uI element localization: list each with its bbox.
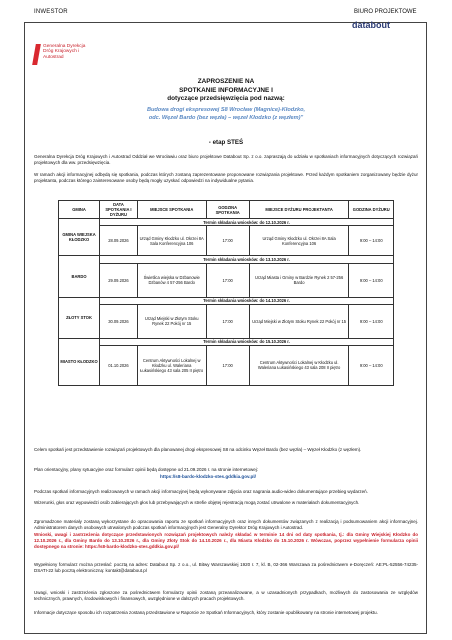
databout-logo-text: databout <box>352 20 390 30</box>
schedule-header-row <box>59 201 394 219</box>
table-row <box>59 219 394 226</box>
row-gmina: MIASTO KŁODZKO <box>59 338 100 385</box>
row-place: Urząd Miejski w Złotym Stoku Rynek 22 Pokój nr 15 <box>137 304 206 338</box>
row-place: Centrum Aktywności Lokalnej w Kłodzku ul. Walerianа Łukasińskiego 43 sala 205 II piętro <box>137 345 206 385</box>
row-duty-hour: 9:00 – 14:00 <box>349 263 394 297</box>
col-hour: GODZINA SPOTKANIA <box>206 201 249 219</box>
row-date: 29.09.2026 <box>100 263 138 297</box>
stage-label: - etap STEŚ <box>208 139 244 146</box>
intro-paragraph-2: W ramach akcji informacyjnej odbędą się spotkania, podczas których zostaną zaprezentowane proponowane rozwiązania projektowe. Przed każdym spotkaniem zorganizowany będzie dyżur projektanta, podczas którego zainteresowane osoby będą mogły uzyskać odpowiedzi na indywidualne pytania. <box>34 172 418 184</box>
heading-line3: dotyczące przedsięwzięcia pod nazwą: <box>167 95 285 102</box>
table-row <box>59 338 394 345</box>
body-paragraph-10: Uwagi, wnioski i zastrzeżenia zgłoszone za pośrednictwem formularzy opinii zostaną przeanalizowane, a w uzasadnionych przypadkach, możliwych do zastosowania ze względów technicznych, prawnych, środowiskowych i finansowych, uwzględnione w dalszych pracach projektowych. <box>34 590 418 602</box>
row-term: Termin składania wniosków: do 13.10.2026 r. <box>100 256 394 263</box>
row-duty-hour: 9:00 – 14:00 <box>349 345 394 385</box>
table-row <box>59 226 394 256</box>
heading-line1: ZAPROSZENIE NA <box>197 78 255 85</box>
heading-line2: SPOTKANIE INFORMACYJNE I <box>179 86 273 94</box>
row-term: Termin składania wniosków: do 12.10.2026 r. <box>100 219 394 226</box>
row-hour: 17:00 <box>206 304 249 338</box>
gddkia-logo-line1: Generalna Dyrekcja <box>43 44 86 49</box>
body-paragraph-11: Informacje dotyczące sposobu ich rozpatrzenia zostaną przedstawione w Raporcie ze Spotkań Informacyjnych, który zostanie opublikowany na stronie internetowej projektu. <box>34 610 378 615</box>
col-duty-place: MIEJSCE DYŻURU PROJEKTANTA <box>249 201 349 219</box>
gddkia-logo-line2: Dróg Krajowych i Autostrad <box>43 49 80 60</box>
row-gmina: GMINA WIEJSKA KŁODZKO <box>59 219 100 256</box>
designer-label: BIURO PROJEKTOWE <box>354 9 417 15</box>
table-row <box>59 304 394 338</box>
row-date: 01.10.2026 <box>100 345 138 385</box>
body-paragraph-6: Wizerunki, głos oraz wypowiedzi osób zabierających głos lub przebywających w strefie objętej rejestracją mogą zostać utrwalone w materiałach dokumentacyjnych. <box>34 500 360 505</box>
gddkia-mark-icon <box>32 44 41 65</box>
row-hour: 17:00 <box>206 345 249 385</box>
project-name-line1: Budowa drogi ekspresowej S8 Wrocław (Magnice)-Kłodzko, <box>146 107 306 113</box>
row-place: Świetlica wiejska w Dzbanowie Dzbanów 4 57-256 Bardo <box>137 263 206 297</box>
table-row <box>59 256 394 263</box>
project-name <box>60 106 392 122</box>
table-row <box>59 263 394 297</box>
gddkia-logo <box>34 44 94 66</box>
invitation-heading <box>60 78 392 104</box>
row-gmina: ZŁOTY STOK <box>59 297 100 338</box>
row-duty-place: Urząd Miejski w Złotym Stoku Rynek 22 Pokój nr 15 <box>249 304 349 338</box>
col-duty-hour: GODZINA DYŻURU <box>349 201 394 219</box>
row-hour: 17:00 <box>206 263 249 297</box>
row-place: Urząd Gminy Kłodzko ul. Okrzei 8A Sala Konferencyjna 106 <box>137 226 206 256</box>
col-date: DATA SPOTKANIA I DYŻURU <box>100 201 138 219</box>
project-name-line2: odc. Węzeł Bardo (bez węzła) – węzeł Kłodzko (z węzłem)" <box>148 115 304 121</box>
intro-paragraph-1: Generalna Dyrekcja Dróg Krajowych i Autostrad Oddział we Wrocławiu oraz biuro projektowe Databout Sp. z o.o. zapraszają do udziału w spotkaniach informacyjnych dotyczących rozwiązań projektowych dla ww. przedsięwzięcia. <box>34 154 418 166</box>
row-duty-place: Centrum Aktywności Lokalnej w Kłodzku ul. Walerianа Łukasińskiego 43 sala 208 II piętro <box>249 345 349 385</box>
project-website-link[interactable]: https://s8-bardo-klodzko-stes.gddkia.gov.pl/ <box>160 474 256 479</box>
deadline-paragraph: Wnioski, uwagi i zastrzeżenia dotyczące przedstawionych rozwiązań projektowych należy składać w terminie 14 dni od daty spotkania, tj.: dla Gminy Wiejskiej Kłodzko do 12.10.2026 r., dla Gminy Bardo do 13.10.2026 r., dla Gminy Złoty Stok do 14.10.2026 r., dla Miasta Kłodzko do 15.10.2026 r. Wówczas, poprzez wypełnienie formularza opinii dostępnego na stronie: https://s8-bardo-klodzko-stes.gddkia.gov.pl/ <box>34 532 418 550</box>
table-row <box>59 345 394 385</box>
body-paragraph-3: Celem spotkań jest przedstawienie rozwiązań projektowych dla planowanej drogi ekspresowej S8 na odcinku Węzeł Bardo (bez węzła) – Węzeł Kłodzko (z węzłem). <box>34 447 362 452</box>
row-duty-place: Urząd Gminy Kłodzko ul. Okrzei 8A Sala Konferencyjna 106 <box>249 226 349 256</box>
databout-logo <box>352 20 390 30</box>
body-paragraph-5: Podczas spotkań informacyjnych realizowanych w ramach akcji informacyjnej będą wykonywane zdjęcia oraz nagrania audio-wideo dokumentujące przebieg wydarzeń. <box>34 489 368 494</box>
row-hour: 17:00 <box>206 226 249 256</box>
investor-label: INWESTOR <box>34 9 68 15</box>
row-duty-hour: 9:00 – 14:00 <box>349 304 394 338</box>
col-gmina: GMINA <box>59 201 100 219</box>
schedule-table <box>58 200 394 386</box>
row-term: Termin składania wniosków: do 15.10.2026 r. <box>100 338 394 345</box>
row-date: 30.09.2026 <box>100 304 138 338</box>
col-place: MIEJSCE SPOTKANIA <box>137 201 206 219</box>
row-gmina: BARDO <box>59 256 100 297</box>
row-date: 28.09.2026 <box>100 226 138 256</box>
table-row <box>59 297 394 304</box>
row-duty-hour: 9:00 – 14:00 <box>349 226 394 256</box>
submission-paragraph: Wypełniony formularz można przesłać: pocztą na adres: Databout Sp. z o.o., ul. Bitwy Warszawskiej 1920 r. 7, kl. B, 02-366 Warszawa za pośrednictwem e-Doręczeń: AE:PL-52556-74235-DSATI-22 lub pocztą elektroniczną: kontakt@databout.pl <box>34 562 418 574</box>
row-term: Termin składania wniosków: do 14.10.2026 r. <box>100 297 394 304</box>
body-paragraph-4: Plan orientacyjny, plany sytuacyjne oraz formularz opinii będą dostępne od 21.09.2026 r. na stronie internetowej: <box>34 467 259 472</box>
row-duty-place: Urząd Miasta i Gminy w Bardzie Rynek 2 57-256 Bardo <box>249 263 349 297</box>
body-paragraph-7: Zgromadzone materiały zostaną wykorzystane do opracowania raportu ze spotkań informacyjnych oraz innych dokumentów związanych z realizacją i podsumowaniem akcji informacyjnej. Administratorem danych osobowych utrwalonych podczas spotkań informacyjnych jest Generalny Dyrektor Dróg Krajowych i Autostrad. <box>34 519 418 531</box>
